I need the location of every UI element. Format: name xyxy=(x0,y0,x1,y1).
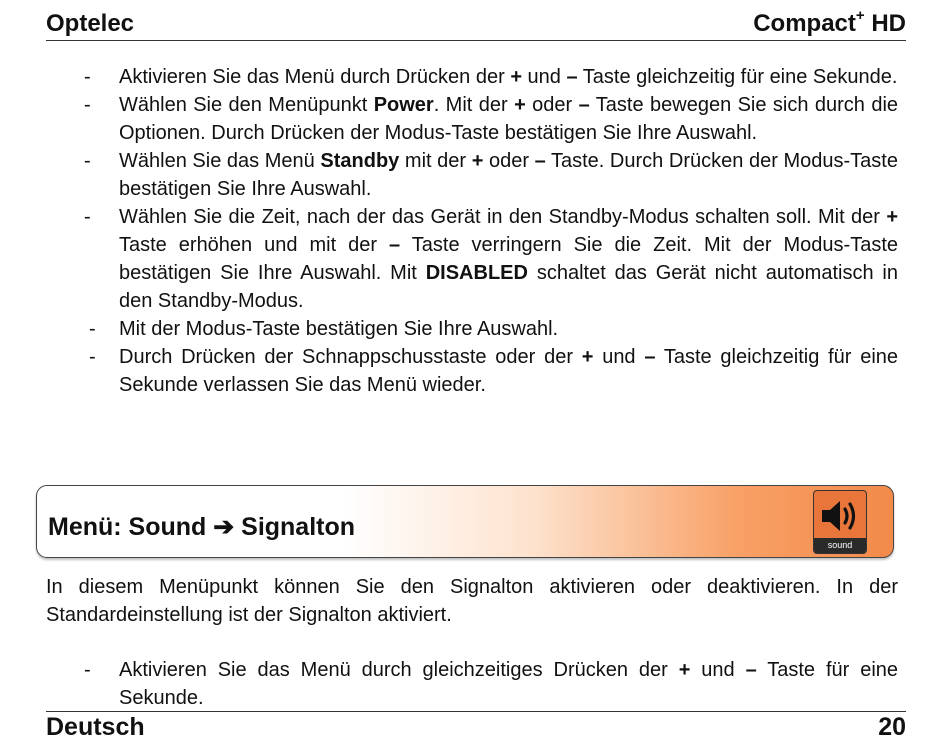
bold-text: – xyxy=(534,150,546,172)
speaker-icon xyxy=(819,498,861,534)
text-run: Taste erhöhen und mit der xyxy=(119,234,390,256)
sound-steps-list xyxy=(46,656,898,712)
bold-text: + xyxy=(471,150,484,172)
bold-text: + xyxy=(514,94,526,116)
text-run: und xyxy=(522,66,567,88)
text-run: Wählen Sie die Zeit, nach der das Gerät in den Standby-Modus schalten soll. Mit der xyxy=(119,206,887,228)
text-run: Durch Drücken der Schnappschusstaste oder der xyxy=(119,346,582,368)
bold-text: + xyxy=(678,659,691,681)
page-footer xyxy=(46,711,906,742)
bullet-dash: - xyxy=(84,94,91,116)
bold-text: + xyxy=(886,206,898,228)
bullet-dash: - xyxy=(84,150,91,172)
list-item xyxy=(46,147,898,203)
bold-text: – xyxy=(389,234,401,256)
bold-text: DISABLED xyxy=(425,262,528,284)
list-item xyxy=(46,343,898,399)
bold-text: Power xyxy=(373,94,434,116)
text-run: mit der xyxy=(399,150,472,172)
text-run: Aktivieren Sie das Menü durch Drücken der xyxy=(119,66,511,88)
bold-text: – xyxy=(644,346,656,368)
text-run: oder xyxy=(525,94,579,116)
text-run: Taste gleichzeitig für eine Sekunde. xyxy=(577,66,898,88)
bold-text: + xyxy=(510,66,522,88)
text-run: Wählen Sie den Menüpunkt xyxy=(119,94,374,116)
text-run: und xyxy=(690,659,746,681)
bold-text: – xyxy=(745,659,757,681)
list-item xyxy=(46,656,898,712)
list-item xyxy=(46,315,898,343)
section-title: Menü: Sound ➔ Signalton xyxy=(48,513,356,541)
bullet-dash: - xyxy=(84,66,91,88)
sound-icon-label: sound xyxy=(814,538,866,553)
product-title xyxy=(753,2,906,40)
text-run: und xyxy=(593,346,645,368)
bold-text: – xyxy=(566,66,578,88)
bullet-dash: - xyxy=(89,318,96,340)
text-run: schaltet das Gerät nicht automatisch in den Standby-Modus. xyxy=(119,262,898,312)
text-run: Taste verringern Sie die Zeit. Mit der Modus-Taste bestätigen Sie Ihre Auswahl. Mit xyxy=(119,234,899,284)
intro-paragraph: In diesem Menüpunkt können Sie den Signalton aktivieren oder deaktivieren. In der Standardeinstellung ist der Signalton aktiviert. xyxy=(46,576,898,626)
text-run: oder xyxy=(483,150,535,172)
section-banner xyxy=(36,485,894,558)
list-item xyxy=(46,91,898,147)
product-superscript: + xyxy=(855,7,865,24)
text-run: Mit der Modus-Taste bestätigen Sie Ihre Auswahl. xyxy=(119,318,559,340)
bullet-dash: - xyxy=(84,659,91,681)
text-run: Taste. Durch Drücken der Modus-Taste bestätigen Sie Ihre Auswahl. xyxy=(119,150,898,200)
text-run: Taste gleichzeitig für eine Sekunde verlassen Sie das Menü wieder. xyxy=(119,346,899,396)
text-run: Taste für eine Sekunde. xyxy=(119,659,899,709)
bold-text: + xyxy=(581,346,594,368)
page-number: 20 xyxy=(878,713,906,741)
text-run: . Mit der xyxy=(433,94,515,116)
product-suffix: HD xyxy=(864,10,906,37)
list-item xyxy=(46,63,898,91)
list-item xyxy=(46,203,898,315)
brand-name: Optelec xyxy=(46,10,135,37)
text-run: Taste bewegen Sie sich durch die Optionen. Durch Drücken der Modus-Taste bestätigen Sie Ihre Auswahl. xyxy=(119,94,899,144)
bullet-dash: - xyxy=(89,346,96,368)
power-steps-list xyxy=(46,63,898,399)
footer-language: Deutsch xyxy=(46,713,145,741)
text-run: Aktivieren Sie das Menü durch gleichzeitiges Drücken der xyxy=(119,659,679,681)
product-name: Compact xyxy=(753,10,856,37)
sound-menu-icon xyxy=(813,490,867,554)
bold-text: Standby xyxy=(320,150,400,172)
bullet-dash: - xyxy=(84,206,91,228)
text-run: Wählen Sie das Menü xyxy=(119,150,321,172)
bold-text: – xyxy=(578,94,590,116)
page-header xyxy=(46,6,906,41)
